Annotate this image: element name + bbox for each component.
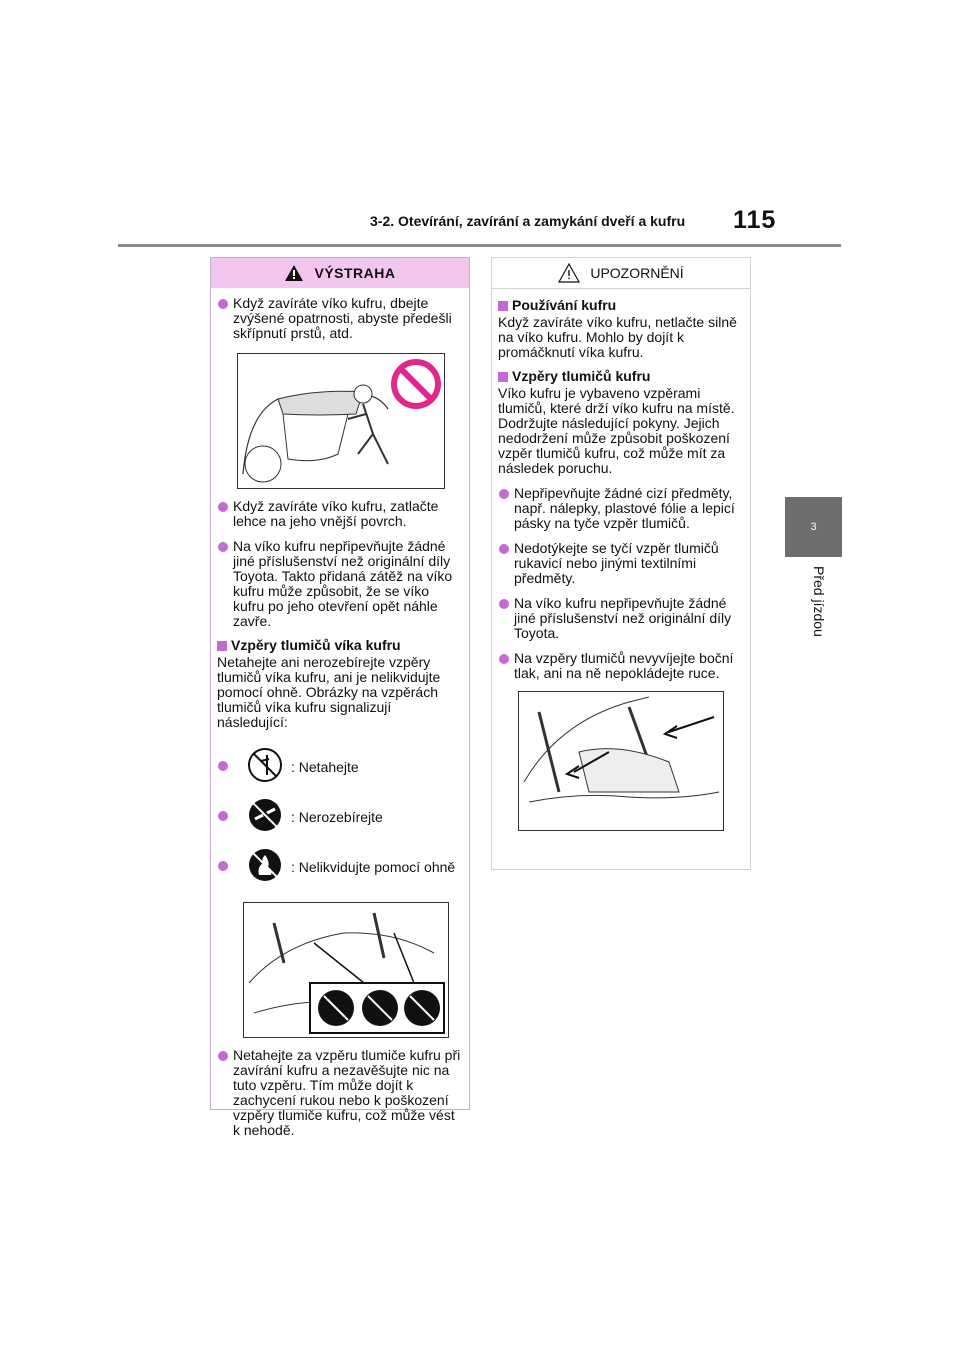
symbol-label-2: : Nerozebírejte <box>291 809 383 825</box>
warning-triangle-icon <box>284 264 304 282</box>
trunk-closing-drawing <box>238 354 444 488</box>
bullet-dot <box>218 761 228 771</box>
struts-text: Netahejte ani nerozebírejte vzpěry tlumičů víka kufru, ani je nelikvidujte pomocí ohně. Obrázky na vzpěrách tlumičů víka kufru signalizují následující: <box>217 654 441 730</box>
symbol-label-3: : Nelikvidujte pomocí ohně <box>291 859 456 875</box>
caution-bullet-2: Nedotýkejte se tyčí vzpěr tlumičů rukavicí nebo jinými textilními předměty. <box>498 541 744 586</box>
trunk-closing-illustration <box>237 353 445 489</box>
trunk-struts-drawing <box>519 692 723 830</box>
warning-title: VÝSTRAHA <box>314 264 396 281</box>
symbol-row-2 <box>217 794 463 842</box>
warning-bullet-2: Když zavíráte víko kufru, zatlačte lehce na jeho vnější povrch. <box>217 499 463 529</box>
chapter-tab <box>785 497 842 557</box>
caution-heading-2: Vzpěry tlumičů kufru <box>498 369 744 384</box>
no-fire-icon <box>247 847 283 883</box>
symbol-row-3 <box>217 844 463 892</box>
caution-title-bar <box>492 258 750 289</box>
caution-triangle-icon <box>558 263 580 283</box>
warning-bullet-3: Na víko kufru nepřipevňujte žádné jiné příslušenství než originální díly Toyota. Takto přidaná zátěž na víko kufru může způsobit, že se víko kufru po jeho otevření opět náhle zavře. <box>217 539 463 629</box>
symbol-label-1: : Netahejte <box>291 759 359 775</box>
strut-symbols-illustration <box>243 902 449 1038</box>
symbol-row-1 <box>217 744 463 792</box>
chapter-label <box>785 566 842 666</box>
warning-bullet-4: Netahejte za vzpěru tlumiče kufru při zavírání kufru a nezavěšujte nic na tuto vzpěru. Tím může dojít k zachycení rukou nebo k poškození vzpěry tlumiče kufru, což může vést k nehodě. <box>217 1048 463 1138</box>
no-pull-icon <box>247 747 283 783</box>
prohibited-icon <box>394 362 438 406</box>
warning-title-bar <box>211 258 469 288</box>
caution-box <box>491 257 751 870</box>
caution-text-1: Když zavíráte víko kufru, netlačte silně na víko kufru. Mohlo by dojít k promáčknutí víka kufru. <box>498 314 737 360</box>
section-header: 3-2. Otevírání, zavírání a zamykání dveří a kufru <box>370 213 686 229</box>
caution-text-2: Víko kufru je vybaveno vzpěrami tlumičů, které drží víko kufru na místě. Dodržujte následující pokyny. Jejich nedodržení může způsobit poškození vzpěr tlumičů kufru, což může mít za následek poruchu. <box>498 385 735 476</box>
trunk-struts-illustration <box>518 691 724 831</box>
struts-heading: Vzpěry tlumičů víka kufru <box>217 638 463 653</box>
warning-box <box>210 257 470 1138</box>
chapter-number: 3 <box>810 521 817 533</box>
bullet-dot <box>218 861 228 871</box>
caution-bullet-1: Nepřipevňujte žádné cizí předměty, např. nálepky, plastové fólie a lepicí pásky na tyče vzpěr tlumičů. <box>498 486 744 531</box>
warning-bullet-1: Když zavíráte víko kufru, dbejte zvýšené opatrnosti, abyste předešli skřípnutí prstů, atd. <box>217 296 463 341</box>
bullet-dot <box>218 811 228 821</box>
caution-heading-1: Používání kufru <box>498 298 744 313</box>
no-disassemble-icon <box>247 797 283 833</box>
caution-title: UPOZORNĚNÍ <box>590 264 684 281</box>
header-rule <box>118 244 841 247</box>
page-number: 115 <box>733 206 777 234</box>
caution-bullet-4: Na vzpěry tlumičů nevyvíjejte boční tlak, ani na ně nepokládejte ruce. <box>498 651 744 681</box>
caution-bullet-3: Na víko kufru nepřipevňujte žádné jiné příslušenství než originální díly Toyota. <box>498 596 744 641</box>
strut-symbols-drawing <box>244 903 448 1037</box>
chapter-label-text: Před jízdou <box>811 566 827 637</box>
